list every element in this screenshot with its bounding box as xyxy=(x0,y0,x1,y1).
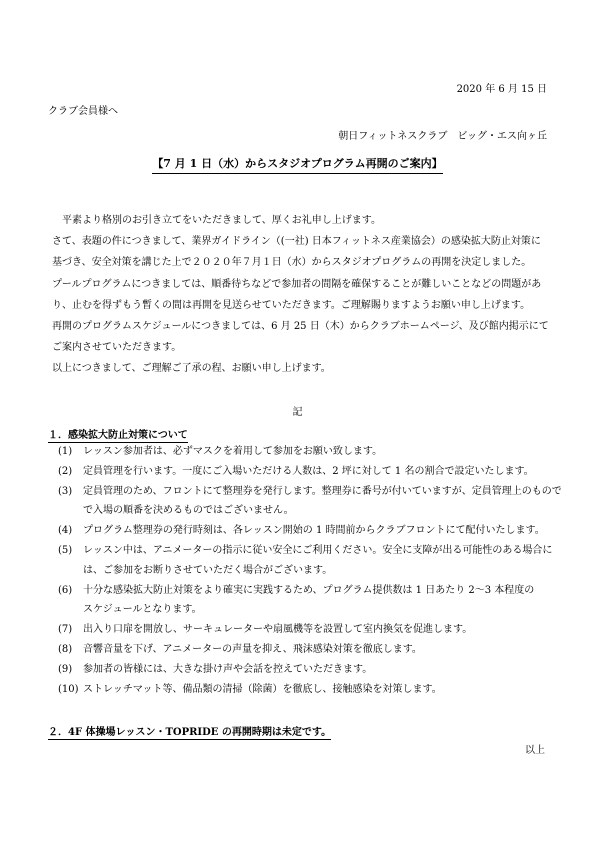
list-item xyxy=(58,541,558,561)
item-text: 定員管理のため、フロントにて整理券を発行します。整理券に番号が付いていますが、定員管理上のもので xyxy=(83,485,562,497)
item-number: (9) xyxy=(58,663,73,675)
list-item xyxy=(58,482,562,502)
item-number: (3) xyxy=(58,485,73,497)
document-title: 【7 月 1 日（水）からスタジオプログラム再開のご案内】 xyxy=(152,155,442,174)
item-continuation: スケジュールとなります。 xyxy=(83,604,202,616)
paragraph-line: 平素より格別のお引き立てをいただきまして、厚くお礼申し上げます。 xyxy=(62,215,381,226)
paragraph-line: プールプログラムにつきましては、順番待ちなどで参加者の間隔を確保することが難しいことなどの問題があ xyxy=(52,278,542,290)
section-1-title: １．感染拡大防止対策について xyxy=(48,430,188,441)
paragraph-line: 再開のプログラムスケジュールにつきましては、6 月 25 日（木）からクラブホームページ、及び館内掲示にて xyxy=(52,321,549,333)
measures-list xyxy=(58,442,562,699)
item-number: (2) xyxy=(58,465,73,477)
item-number: (1) xyxy=(58,446,73,457)
item-number: (4) xyxy=(58,525,73,537)
list-item xyxy=(58,640,558,660)
list-item xyxy=(58,620,558,640)
item-text: 参加者の皆様には、大きな掛け声や会話を控えていただきます。 xyxy=(83,663,373,675)
item-number: (8) xyxy=(58,643,73,655)
paragraph-line: 以上につきまして、ご理解ご了承の程、お願い申し上げます。 xyxy=(52,363,331,375)
list-item xyxy=(58,442,558,462)
issue-date: 2020 年 6 月 15 日 xyxy=(456,84,547,95)
body-text xyxy=(52,210,552,380)
list-item xyxy=(58,581,558,601)
list-item xyxy=(58,660,558,680)
list-item xyxy=(58,521,558,541)
item-continuation: で入場の順番を決めるものではございません。 xyxy=(83,505,294,517)
item-text: 出入り口扉を開放し、サーキュレーターや扇風機等を設置して室内換気を促進します。 xyxy=(83,624,473,636)
item-text: 定員管理を行います。一度にご入場いただける人数は、2 坪に対して 1 名の割合で設定いたします。 xyxy=(83,465,534,477)
item-number: (5) xyxy=(58,544,73,556)
item-text: レッスン中は、アニメーターの指示に従い安全にご利用ください。安全に支障が出る可能性のある場合に xyxy=(83,544,553,556)
section-2-title: ２．4F 体操場レッスン・TOPRIDE の再開時期は未定です。 xyxy=(48,727,332,738)
item-number: (7) xyxy=(58,624,73,636)
sender-name: 朝日フィットネスクラブ ビッグ・エス向ヶ丘 xyxy=(338,131,547,142)
paragraph-line: り、止むを得ずもう暫くの間は再開を見送らせていただきます。ご理解賜りますようお願い申し上げます。 xyxy=(52,299,531,311)
item-continuation: は、ご参加をお断りさせていただく場合がございます。 xyxy=(83,564,333,576)
title-block xyxy=(0,152,595,174)
section-2-heading xyxy=(48,723,331,738)
item-text: ストレッチマット等、備品類の清掃（除菌）を徹底し、接触感染を対策します。 xyxy=(83,683,442,695)
paragraph-line: ご案内させていただきます。 xyxy=(52,342,182,354)
item-number: (10) xyxy=(58,683,79,695)
paragraph-line: さて、表題の件につきまして、業界ガイドライン（(一社) 日本フィットネス産業協会）の感染拡大防止対策に xyxy=(52,236,541,248)
addressee: クラブ会員様へ xyxy=(48,106,118,117)
list-item xyxy=(58,680,558,700)
item-text: 音響音量を下げ、アニメーターの声量を抑え、飛沫感染対策を徹底します。 xyxy=(83,643,422,655)
closing-word: 以上 xyxy=(525,745,545,756)
paragraph-line: 基づき、安全対策を講じた上で２０２０年７月１日（水）からスタジオプログラムの再開を決定しました。 xyxy=(52,257,532,269)
ki-heading: 記 xyxy=(292,407,303,418)
item-text: 十分な感染拡大防止対策をより確実に実践するため、プログラム提供数は 1 日あたり 2～3 本程度の xyxy=(83,584,535,596)
list-item xyxy=(58,462,558,482)
item-number: (6) xyxy=(58,584,73,596)
section-1-heading xyxy=(48,426,188,441)
item-text: プログラム整理券の発行時刻は、各レッスン開始の 1 時間前からクラブフロントにて配付いたします。 xyxy=(83,525,545,537)
item-text: レッスン参加者は、必ずマスクを着用して参加をお願い致します。 xyxy=(83,446,383,457)
